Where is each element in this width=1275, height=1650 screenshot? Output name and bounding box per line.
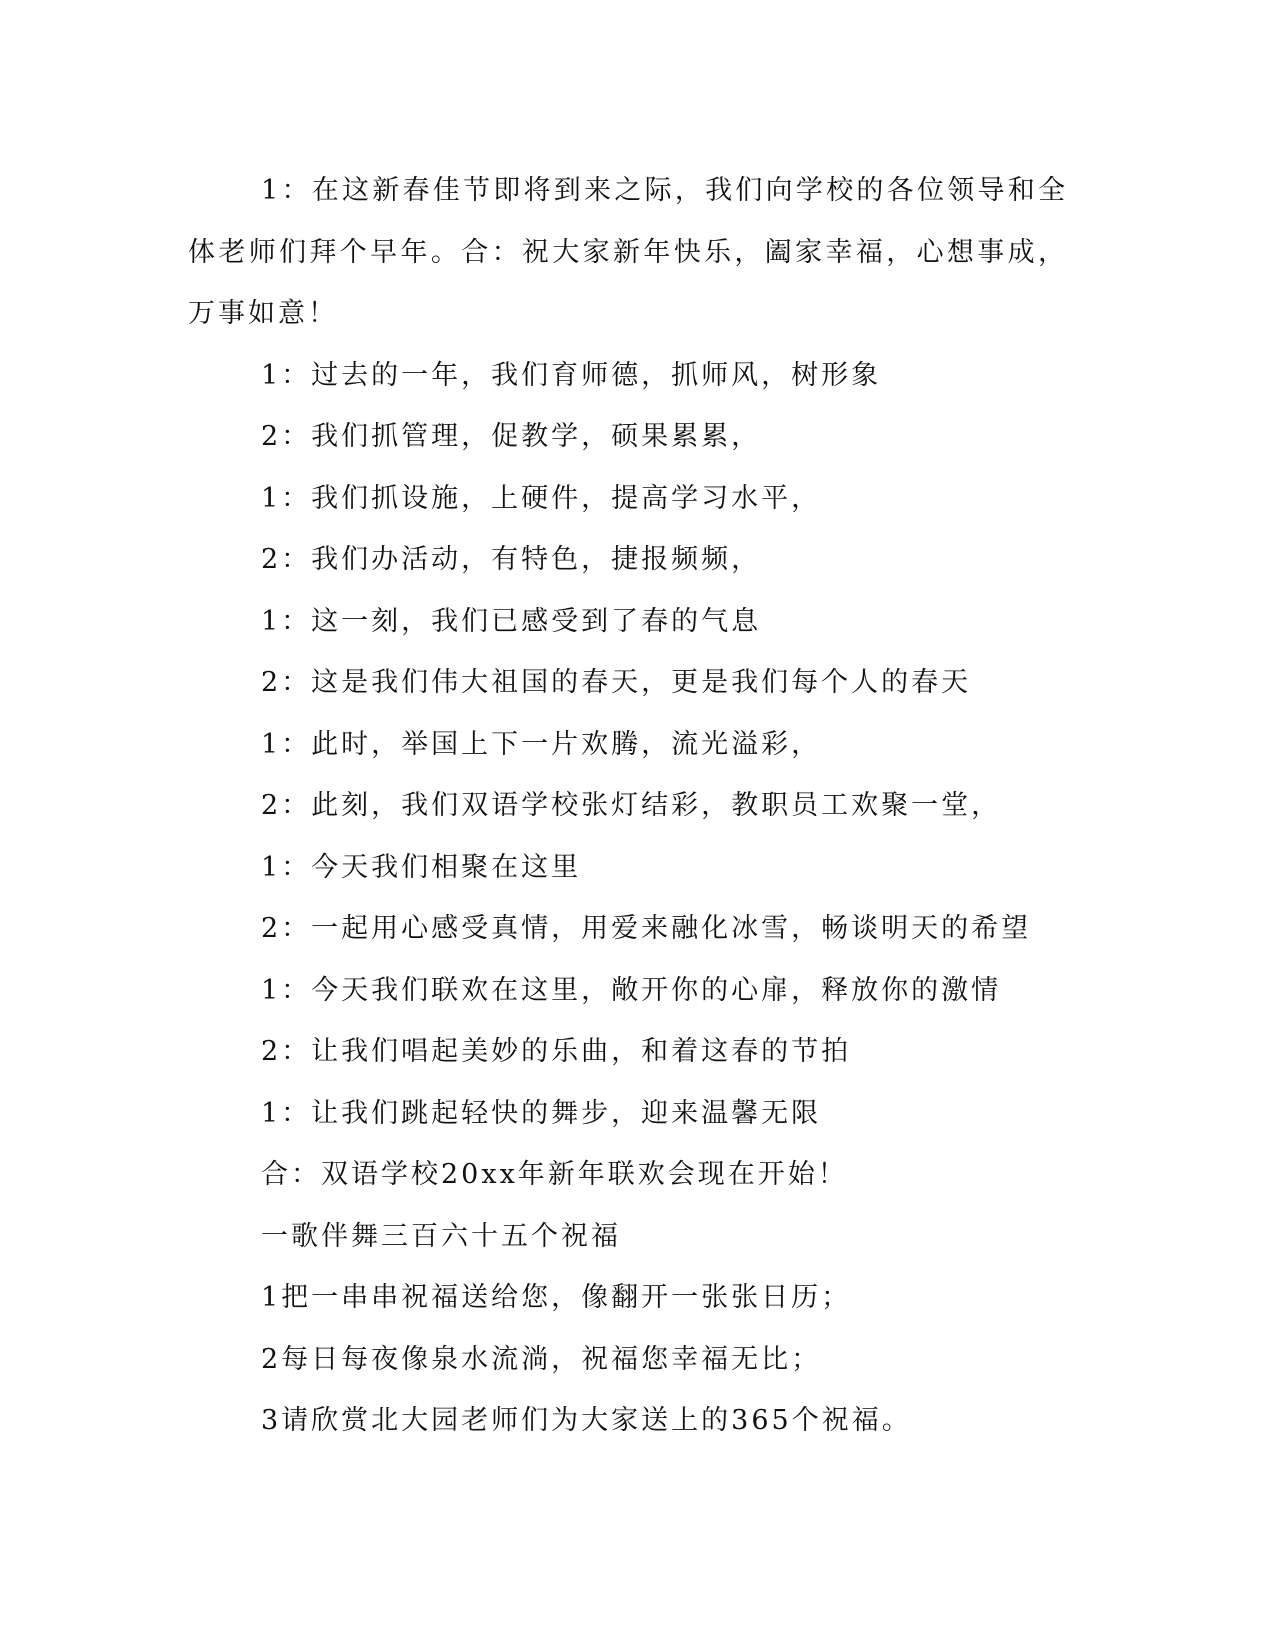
paragraph-line: 2：这是我们伟大祖国的春天，更是我们每个人的春天 <box>261 667 972 698</box>
paragraph-line: 1：让我们跳起轻快的舞步，迎来温馨无限 <box>261 1097 822 1129</box>
paragraph-line: 合：双语学校20xx年新年联欢会现在开始！ <box>261 1159 848 1190</box>
document-body <box>188 160 1068 1452</box>
paragraph-line: 1：这一刻，我们已感受到了春的气息 <box>261 605 762 637</box>
paragraph-line: 1把一串串祝福送给您，像翻开一张张日历； <box>261 1282 852 1313</box>
paragraph-line: 3请欣赏北大园老师们为大家送上的365个祝福。 <box>261 1405 912 1436</box>
section-heading: 一歌伴舞三百六十五个祝福 <box>261 1220 621 1252</box>
paragraph-line: 1：今天我们相聚在这里 <box>261 851 582 883</box>
paragraph-line: 2：我们办活动，有特色，捷报频频， <box>261 544 762 575</box>
paragraph-line: 1：今天我们联欢在这里，敞开你的心扉，释放你的激情 <box>261 974 1002 1006</box>
paragraph-line: 2：此刻，我们双语学校张灯结彩，教职员工欢聚一堂， <box>261 790 1002 821</box>
paragraph-line: 2每日每夜像泉水流淌，祝福您幸福无比； <box>261 1343 822 1375</box>
paragraph-line: 1：我们抓设施，上硬件，提高学习水平， <box>261 482 822 514</box>
paragraph-line: 1：此时，举国上下一片欢腾，流光溢彩， <box>261 728 822 760</box>
paragraph-line: 2：我们抓管理，促教学，硕果累累， <box>261 421 762 452</box>
paragraph-line: 2：一起用心感受真情，用爱来融化冰雪，畅谈明天的希望 <box>261 913 1032 944</box>
paragraph-opening: 1：在这新春佳节即将到来之际，我们向学校的各位领导和全体老师们拜个早年。合：祝大家新年快乐，阖家幸福，心想事成，万事如意！ <box>188 175 1068 329</box>
paragraph-line: 2：让我们唱起美妙的乐曲，和着这春的节拍 <box>261 1036 852 1067</box>
paragraph-line: 1：过去的一年，我们育师德，抓师风，树形象 <box>261 359 882 391</box>
